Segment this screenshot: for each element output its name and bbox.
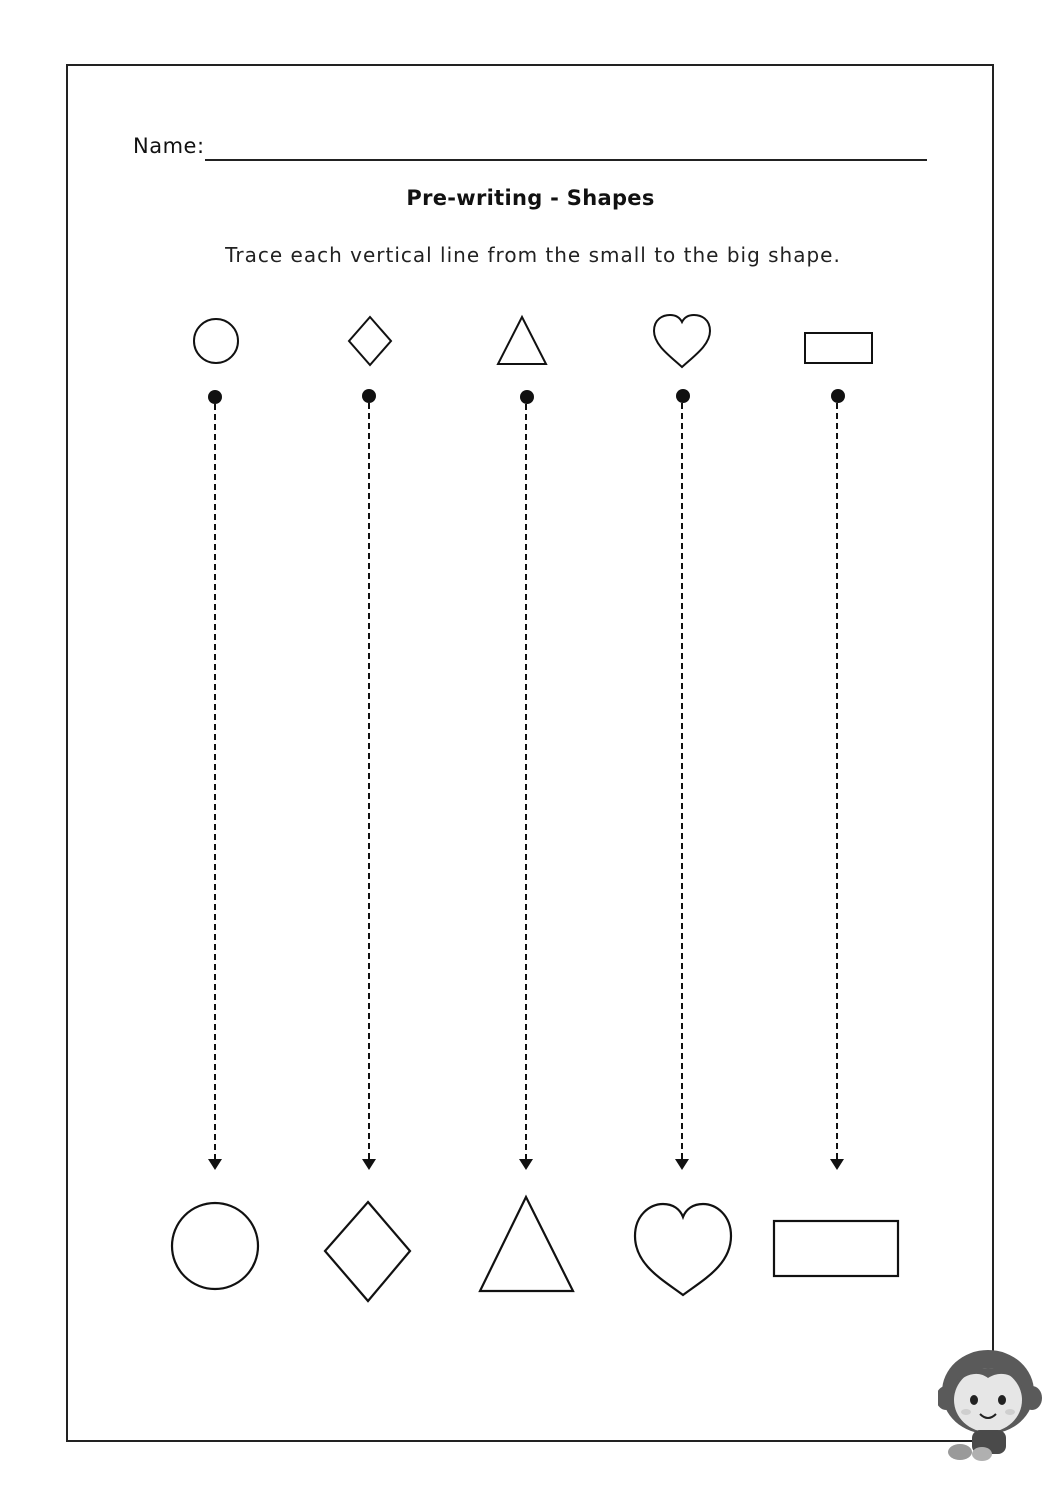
trace-column-triangle (480, 317, 573, 1291)
name-label: Name: (133, 134, 205, 158)
trace-column-circle (172, 319, 258, 1289)
trace-column-diamond (325, 317, 410, 1301)
trace-column-rectangle (774, 333, 898, 1276)
start-dot[interactable] (676, 389, 690, 403)
arrow-head-icon (362, 1159, 376, 1170)
trace-column-heart (635, 315, 731, 1295)
big-circle-icon (172, 1203, 258, 1289)
small-diamond-icon (349, 317, 391, 365)
arrow-head-icon (675, 1159, 689, 1170)
small-triangle-icon (498, 317, 546, 364)
worksheet-instruction: Trace each vertical line from the small to the big shape. (225, 243, 841, 267)
start-dot[interactable] (520, 390, 534, 404)
start-dot[interactable] (831, 389, 845, 403)
start-dot[interactable] (362, 389, 376, 403)
start-dot[interactable] (208, 390, 222, 404)
small-heart-icon (654, 315, 710, 367)
small-circle-icon (194, 319, 238, 363)
big-triangle-icon (480, 1197, 573, 1291)
arrow-head-icon (208, 1159, 222, 1170)
small-rectangle-icon (805, 333, 872, 363)
girl-mascot-icon (938, 1342, 1044, 1462)
big-diamond-icon (325, 1202, 410, 1301)
big-rectangle-icon (774, 1221, 898, 1276)
worksheet-title: Pre-writing - Shapes (406, 186, 655, 210)
arrow-head-icon (830, 1159, 844, 1170)
arrow-head-icon (519, 1159, 533, 1170)
big-heart-icon (635, 1204, 731, 1295)
